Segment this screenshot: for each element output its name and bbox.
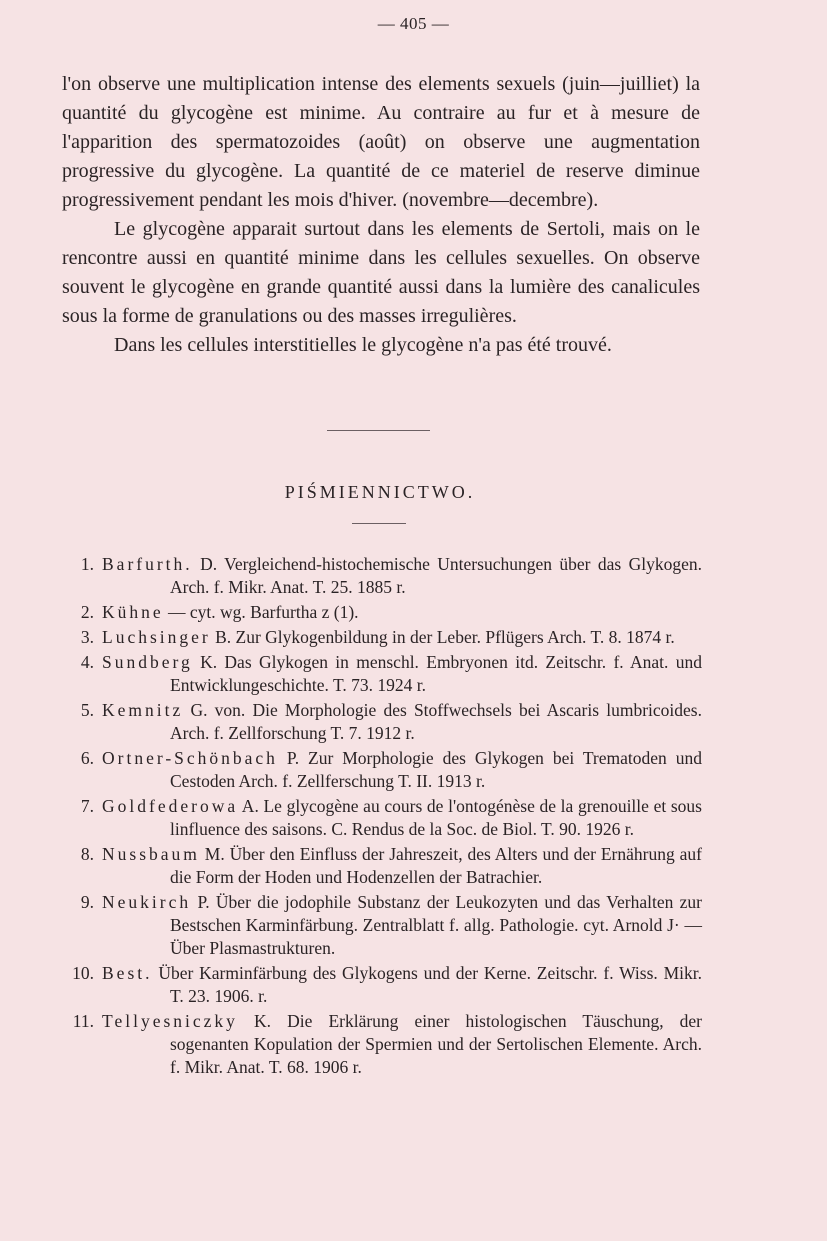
paragraph: Dans les cellules interstitielles le glycogène n'a pas été trouvé. [114,334,612,356]
reference-item [62,795,702,841]
reference-author: Nussbaum [102,844,200,864]
reference-text: K. Das Glykogen in menschl. Embryonen itd. Zeitschr. f. Anat. und Entwicklungeschichte. T. 73. 1924 r. [170,652,702,695]
reference-text: A. Le glycogène au cours de l'ontogénèse de la grenouille et sous linfluence des saisons. C. Rendus de la Soc. de Biol. T. 90. 1926 r. [170,796,702,839]
reference-item [62,601,702,624]
section-heading: PIŚMIENNICTWO. [284,482,476,502]
reference-author: Neukirch [102,892,192,912]
reference-list [62,553,702,1079]
reference-number: 9. [80,892,94,912]
reference-number: 2. [80,602,94,622]
reference-item [62,553,702,599]
reference-author: Goldfederowa [102,796,239,816]
reference-author: Best. [102,963,153,983]
page-number: — 405 — [377,14,450,33]
reference-number: 6. [80,748,94,768]
reference-item [62,747,702,793]
reference-item [62,891,702,960]
reference-text: K. Die Erklärung einer histologischen Täuschung, der sogenanten Kopulation der Spermien und der Sertolischen Elemente. Arch. f. Mikr. Anat. T. 68. 1906 r. [170,1011,702,1077]
reference-number: 11. [72,1011,94,1031]
reference-author: Tellyesniczky [102,1011,238,1031]
reference-author: Sundberg [102,652,193,672]
reference-number: 1. [80,554,94,574]
reference-author: Kühne [102,602,164,622]
divider [352,523,406,524]
reference-number: 5. [80,700,94,720]
reference-number: 4. [80,652,94,672]
reference-text: G. von. Die Morphologie des Stoffwechsels bei Ascaris lumbricoides. Arch. f. Zellforschung T. 7. 1912 r. [170,700,702,743]
reference-item [62,1010,702,1079]
paragraph: l'on observe une multiplication intense des elements sexuels (juin—juilliet) la quantité du glycogène est minime. Au contraire au fur et à mesure de l'apparition des spermatozoides (août) on observe une augmentation progressive du glycogène. La quantité de ce materiel de reserve diminue progressivement pendant les mois d'hiver. (novembre—decembre). [62,73,700,211]
reference-item [62,626,702,649]
reference-number: 10. [72,963,94,983]
reference-author: Barfurth. [102,554,193,574]
reference-author: Luchsinger [102,627,211,647]
paragraph: Le glycogène apparait surtout dans les elements de Sertoli, mais on le rencontre aussi en quantité minime dans les cellules sexuelles. On observe souvent le glycogène en grande quantité aussi dans la lumière des canalicules sous la forme de granulations ou des masses irregulières. [62,218,700,327]
reference-text: Über Karminfärbung des Glykogens und der Kerne. Zeitschr. f. Wiss. Mikr. T. 23. 1906. r. [152,963,702,1006]
reference-number: 3. [80,627,94,647]
reference-text: D. Vergleichend-histochemische Untersuchungen über das Glykogen. Arch. f. Mikr. Anat. T. 25. 1885 r. [170,554,702,597]
reference-number: 8. [80,844,94,864]
reference-author: Kemnitz [102,700,184,720]
reference-number: 7. [80,796,94,816]
reference-author: Ortner-Schönbach [102,748,278,768]
reference-item [62,962,702,1008]
reference-text: — cyt. wg. Barfurtha z (1). [163,602,359,622]
reference-item [62,843,702,889]
divider [327,430,430,431]
reference-item [62,699,702,745]
reference-text: P. Über die jodophile Substanz der Leukozyten und das Verhalten zur Bestschen Karminfärbung. Zentralblatt f. allg. Pathologie. cyt. Arnold J· — Über Plasmastrukturen. [170,892,702,958]
body-text [62,70,700,360]
reference-text: B. Zur Glykogenbildung in der Leber. Pflügers Arch. T. 8. 1874 r. [210,627,675,647]
reference-text: P. Zur Morphologie des Glykogen bei Trematoden und Cestoden Arch. f. Zellferschung T. II. 1913 r. [170,748,702,791]
reference-text: M. Über den Einfluss der Jahreszeit, des Alters und der Ernährung auf die Form der Hoden und Hodenzellen der Batrachier. [170,844,702,887]
reference-item [62,651,702,697]
